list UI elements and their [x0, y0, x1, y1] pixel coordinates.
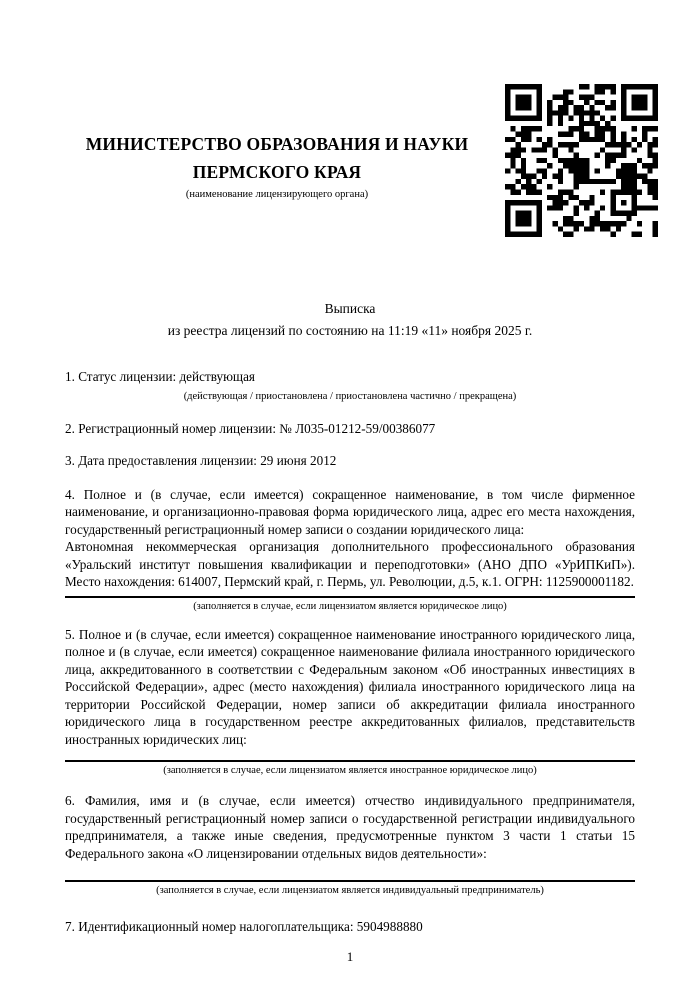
item-foreign-entity-label: 5. Полное и (в случае, если имеется) сокращенное наименование иностранного юридического лица, полное и (в случае, если имеется) сокращенное наименование филиала иностранного юридического лица, аккредитованного в соответствии с Федеральным законом «Об иностранных инвестициях в Российской Федерации», адрес (место нахождения) филиала иностранного юридического лица на территории Российской Федерации, номер записи об аккредитации филиала иностранного юридического лица в государственном реестре аккредитованных филиалов, представительств иностранных юридических лиц:	[65, 626, 635, 747]
ministry-caption: (наименование лицензирующего органа)	[185, 189, 369, 200]
document-title-line2: из реестра лицензий по состоянию на 11:19 «11» ноября 2025 г.	[167, 323, 533, 338]
legal-entity-caption: (заполняется в случае, если лицензиатом является юридическое лицо)	[193, 600, 507, 612]
ministry-name-line2: ПЕРМСКОГО КРАЯ	[192, 162, 362, 182]
individual-entrepreneur-underline	[65, 880, 635, 882]
item-registration-number: 2. Регистрационный номер лицензии: № Л035-01212-59/00386077	[65, 420, 436, 436]
document-title-line1: Выписка	[324, 301, 376, 316]
item-legal-entity-label: 4. Полное и (в случае, если имеется) сокращенное наименование, в том числе фирменное наименование, и организационно-правовая форма юридического лица, адрес его места нахождения, государственный регистрационный номер записи о создании юридического лица:	[65, 486, 635, 537]
item-grant-date: 3. Дата предоставления лицензии: 29 июня 2012	[65, 453, 337, 468]
foreign-entity-caption: (заполняется в случае, если лицензиатом является иностранное юридическое лицо)	[163, 765, 537, 776]
page-number: 1	[346, 948, 354, 964]
legal-entity-underline	[65, 596, 635, 598]
item-legal-entity-value: Автономная некоммерческая организация дополнительного профессионального образования «Уральский институт повышения квалификации и переподготовки» (АНО ДПО «УрИПКиП»). Место нахождения: 614007, Пермский край, г. Пермь, ул. Революции, д.5, к.1. ОГРН: 1125900001182.	[65, 539, 635, 589]
foreign-entity-underline	[65, 760, 635, 762]
item-individual-entrepreneur-label: 6. Фамилия, имя и (в случае, если имеется) отчество индивидуального предпринимателя, государственный регистрационный номер записи о государственной регистрации индивидуального предпринимателя, а также иные сведения, предусмотренные пунктом 3 части 1 статьи 15 Федерального закона «О лицензировании отдельных видов деятельности»:	[65, 793, 635, 861]
ministry-name	[63, 130, 491, 186]
item-taxpayer-id: 7. Идентификационный номер налогоплательщика: 5904988880	[65, 919, 423, 934]
document-title	[65, 298, 635, 342]
licensing-authority-header	[63, 130, 491, 201]
item-license-status-caption: (действующая / приостановлена / приостановлена частично / прекращена)	[183, 390, 517, 402]
ministry-name-line1: МИНИСТЕРСТВО ОБРАЗОВАНИЯ И НАУКИ	[85, 134, 469, 154]
document-body	[65, 298, 635, 965]
qr-code	[505, 84, 658, 237]
item-license-status: 1. Статус лицензии: действующая	[65, 369, 256, 384]
individual-entrepreneur-caption: (заполняется в случае, если лицензиатом является индивидуальный предприниматель)	[156, 885, 544, 896]
